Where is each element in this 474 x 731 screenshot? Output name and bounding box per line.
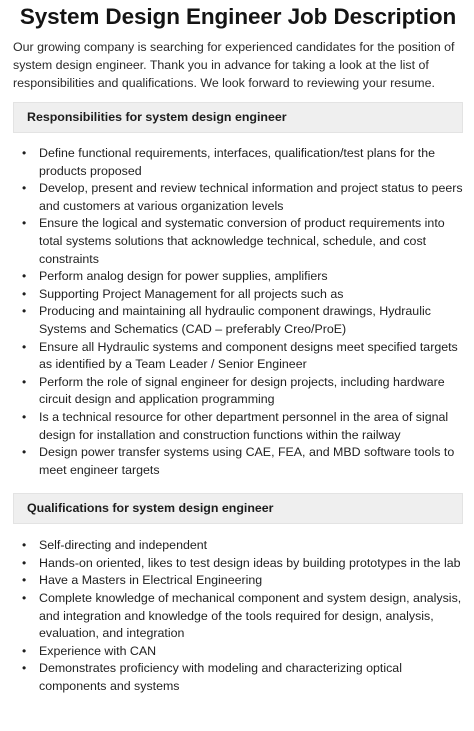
bullet-icon: • bbox=[22, 374, 27, 389]
list-item bbox=[13, 590, 463, 643]
list-item bbox=[13, 643, 463, 661]
list-item bbox=[13, 268, 463, 286]
list-item bbox=[13, 555, 463, 573]
list-item-text: Ensure the logical and systematic conversion of product requirements into total systems solutions that acknowledge technical, schedule, and cost constraints bbox=[39, 216, 445, 266]
bullet-icon: • bbox=[22, 269, 27, 284]
list-item bbox=[13, 339, 463, 374]
bullet-icon: • bbox=[22, 573, 27, 588]
list-item bbox=[13, 215, 463, 268]
list-item-text: Producing and maintaining all hydraulic component drawings, Hydraulic Systems and Schematics (CAD – preferably Creo/ProE) bbox=[39, 304, 431, 336]
list-item bbox=[13, 444, 463, 479]
bullet-icon: • bbox=[22, 445, 27, 460]
list-item-text: Perform the role of signal engineer for design projects, including hardware circuit design and application programming bbox=[39, 374, 445, 407]
list-item bbox=[13, 572, 463, 590]
list-item-text: Is a technical resource for other department personnel in the area of signal design for installation and construction functions within the railway bbox=[39, 409, 449, 442]
list-item bbox=[13, 660, 463, 695]
list-item bbox=[13, 286, 463, 304]
list-item-text: Define functional requirements, interfaces, qualification/test plans for the products proposed bbox=[39, 146, 436, 178]
bullet-icon: • bbox=[22, 286, 27, 301]
qualifications-section bbox=[13, 493, 463, 695]
intro-paragraph: Our growing company is searching for experienced candidates for the position of system design engineer. Thank you in advance for taking a look at the list of responsibilities and qualifications. We look forward to reviewing your resume. bbox=[13, 40, 455, 90]
list-item-text: Develop, present and review technical information and project status to peers and customers at various organization levels bbox=[39, 181, 463, 213]
page-title: System Design Engineer Job Description bbox=[19, 4, 457, 29]
list-item bbox=[13, 180, 463, 215]
list-item-text: Supporting Project Management for all projects such as bbox=[39, 286, 344, 301]
bullet-icon: • bbox=[22, 538, 27, 553]
list-item-text: Demonstrates proficiency with modeling and characterizing optical components and systems bbox=[39, 661, 402, 694]
bullet-icon: • bbox=[22, 304, 27, 319]
bullet-icon: • bbox=[22, 661, 27, 676]
list-item bbox=[13, 303, 463, 338]
list-item-text: Complete knowledge of mechanical component and system design, analysis, and integration and knowledge of the tools required for design, analysis, evaluation, and integration bbox=[39, 591, 462, 641]
bullet-icon: • bbox=[22, 146, 27, 160]
list-item-text: Design power transfer systems using CAE, FEA, and MBD software tools to meet engineer targets bbox=[39, 445, 455, 477]
list-item bbox=[13, 145, 463, 180]
responsibilities-list bbox=[13, 145, 463, 479]
list-item bbox=[13, 374, 463, 409]
bullet-icon: • bbox=[22, 555, 27, 570]
bullet-icon: • bbox=[22, 216, 27, 231]
bullet-icon: • bbox=[22, 181, 27, 196]
bullet-icon: • bbox=[22, 643, 27, 658]
list-item bbox=[13, 409, 463, 444]
list-item-text: Self-directing and independent bbox=[39, 538, 208, 553]
bullet-icon: • bbox=[22, 409, 27, 424]
list-item-text: Ensure all Hydraulic systems and component designs meet specified targets as identified by a Team Leader / Senior Engineer bbox=[39, 339, 458, 372]
list-item-text: Have a Masters in Electrical Engineering bbox=[39, 573, 263, 588]
bullet-icon: • bbox=[22, 591, 27, 606]
responsibilities-heading: Responsibilities for system design engineer bbox=[13, 102, 463, 133]
qualifications-list bbox=[13, 537, 463, 695]
bullet-icon: • bbox=[22, 339, 27, 354]
list-item-text: Perform analog design for power supplies, amplifiers bbox=[39, 269, 328, 284]
list-item-text: Experience with CAN bbox=[39, 643, 157, 658]
list-item-text: Hands-on oriented, likes to test design ideas by building prototypes in the lab bbox=[39, 555, 461, 570]
list-item bbox=[13, 537, 463, 555]
qualifications-heading: Qualifications for system design engineer bbox=[13, 493, 463, 524]
responsibilities-section bbox=[13, 102, 463, 479]
